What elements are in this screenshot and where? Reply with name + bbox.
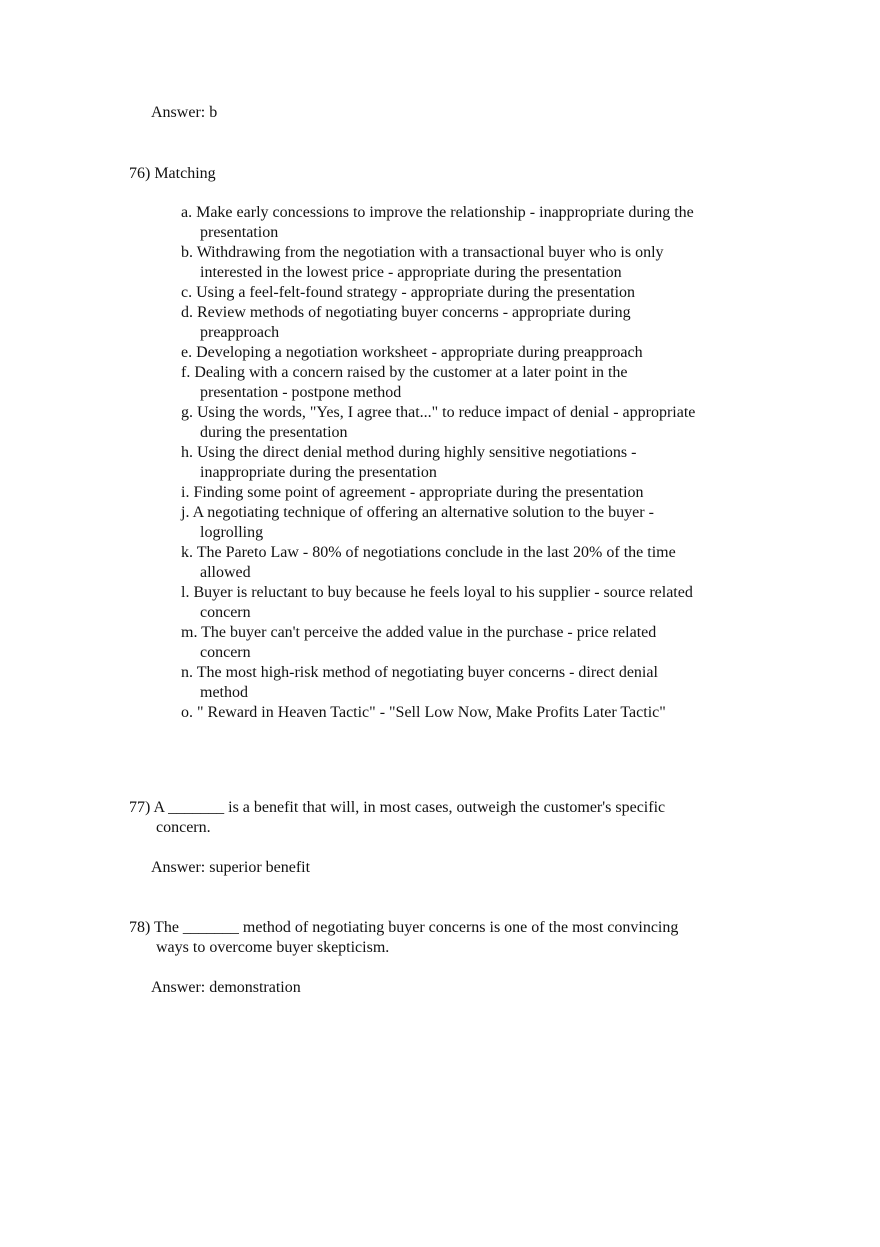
- matching-item: [181, 343, 643, 363]
- matching-item: [181, 243, 664, 283]
- matching-item: [181, 303, 631, 343]
- matching-item: [181, 203, 694, 243]
- matching-item-line: d. Review methods of negotiating buyer concerns - appropriate during: [181, 304, 631, 321]
- matching-item-line: f. Dealing with a concern raised by the customer at a later point in the: [181, 364, 628, 381]
- matching-item: [181, 483, 644, 503]
- matching-item: [181, 623, 656, 663]
- matching-item: [181, 443, 636, 483]
- matching-item-line: a. Make early concessions to improve the relationship - inappropriate during the: [181, 204, 694, 221]
- question-78-line2: ways to overcome buyer skepticism.: [156, 939, 390, 956]
- matching-item: [181, 363, 628, 403]
- matching-item-line: concern: [200, 604, 251, 621]
- matching-item-line: n. The most high-risk method of negotiating buyer concerns - direct denial: [181, 664, 658, 681]
- question-77-answer: Answer: superior benefit: [151, 859, 311, 876]
- question-77-line1: 77) A _______ is a benefit that will, in most cases, outweigh the customer's specific: [129, 799, 666, 816]
- matching-item-line: allowed: [200, 564, 251, 581]
- matching-item-line: presentation - postpone method: [200, 384, 402, 401]
- matching-item-line: o. " Reward in Heaven Tactic" - "Sell Low Now, Make Profits Later Tactic": [181, 704, 666, 721]
- matching-item-line: h. Using the direct denial method during highly sensitive negotiations -: [181, 444, 637, 461]
- matching-item-line: j. A negotiating technique of offering an alternative solution to the buyer -: [181, 504, 654, 521]
- matching-item: [181, 543, 676, 583]
- matching-item-line: preapproach: [200, 324, 280, 341]
- question-78-answer: Answer: demonstration: [151, 979, 301, 996]
- matching-item-line: g. Using the words, "Yes, I agree that..." to reduce impact of denial - appropriate: [181, 404, 696, 421]
- matching-item-line: m. The buyer can't perceive the added value in the purchase - price related: [181, 624, 657, 641]
- matching-item-line: logrolling: [200, 524, 264, 541]
- matching-item-line: method: [200, 684, 248, 701]
- matching-item-line: l. Buyer is reluctant to buy because he feels loyal to his supplier - source related: [181, 584, 693, 601]
- question-77-line2: concern.: [156, 819, 211, 836]
- matching-item-line: presentation: [200, 224, 279, 241]
- question-76-title: 76) Matching: [129, 165, 216, 182]
- matching-item-line: concern: [200, 644, 251, 661]
- matching-item: [181, 703, 666, 723]
- matching-item-line: b. Withdrawing from the negotiation with a transactional buyer who is only: [181, 244, 664, 261]
- matching-item-line: during the presentation: [200, 424, 348, 441]
- matching-item-line: interested in the lowest price - appropriate during the presentation: [200, 264, 622, 281]
- matching-item-line: e. Developing a negotiation worksheet - appropriate during preapproach: [181, 344, 643, 361]
- previous-answer: Answer: b: [151, 104, 218, 121]
- matching-item: [181, 403, 695, 443]
- matching-item-line: i. Finding some point of agreement - appropriate during the presentation: [181, 484, 644, 501]
- matching-item: [181, 583, 693, 623]
- question-78-line1: 78) The _______ method of negotiating buyer concerns is one of the most convincing: [129, 919, 679, 936]
- matching-item-line: c. Using a feel-felt-found strategy - appropriate during the presentation: [181, 284, 636, 301]
- matching-item-line: inappropriate during the presentation: [200, 464, 437, 481]
- matching-item: [181, 503, 654, 543]
- matching-item-line: k. The Pareto Law - 80% of negotiations conclude in the last 20% of the time: [181, 544, 676, 561]
- matching-item: [181, 663, 658, 703]
- matching-item: [181, 283, 635, 303]
